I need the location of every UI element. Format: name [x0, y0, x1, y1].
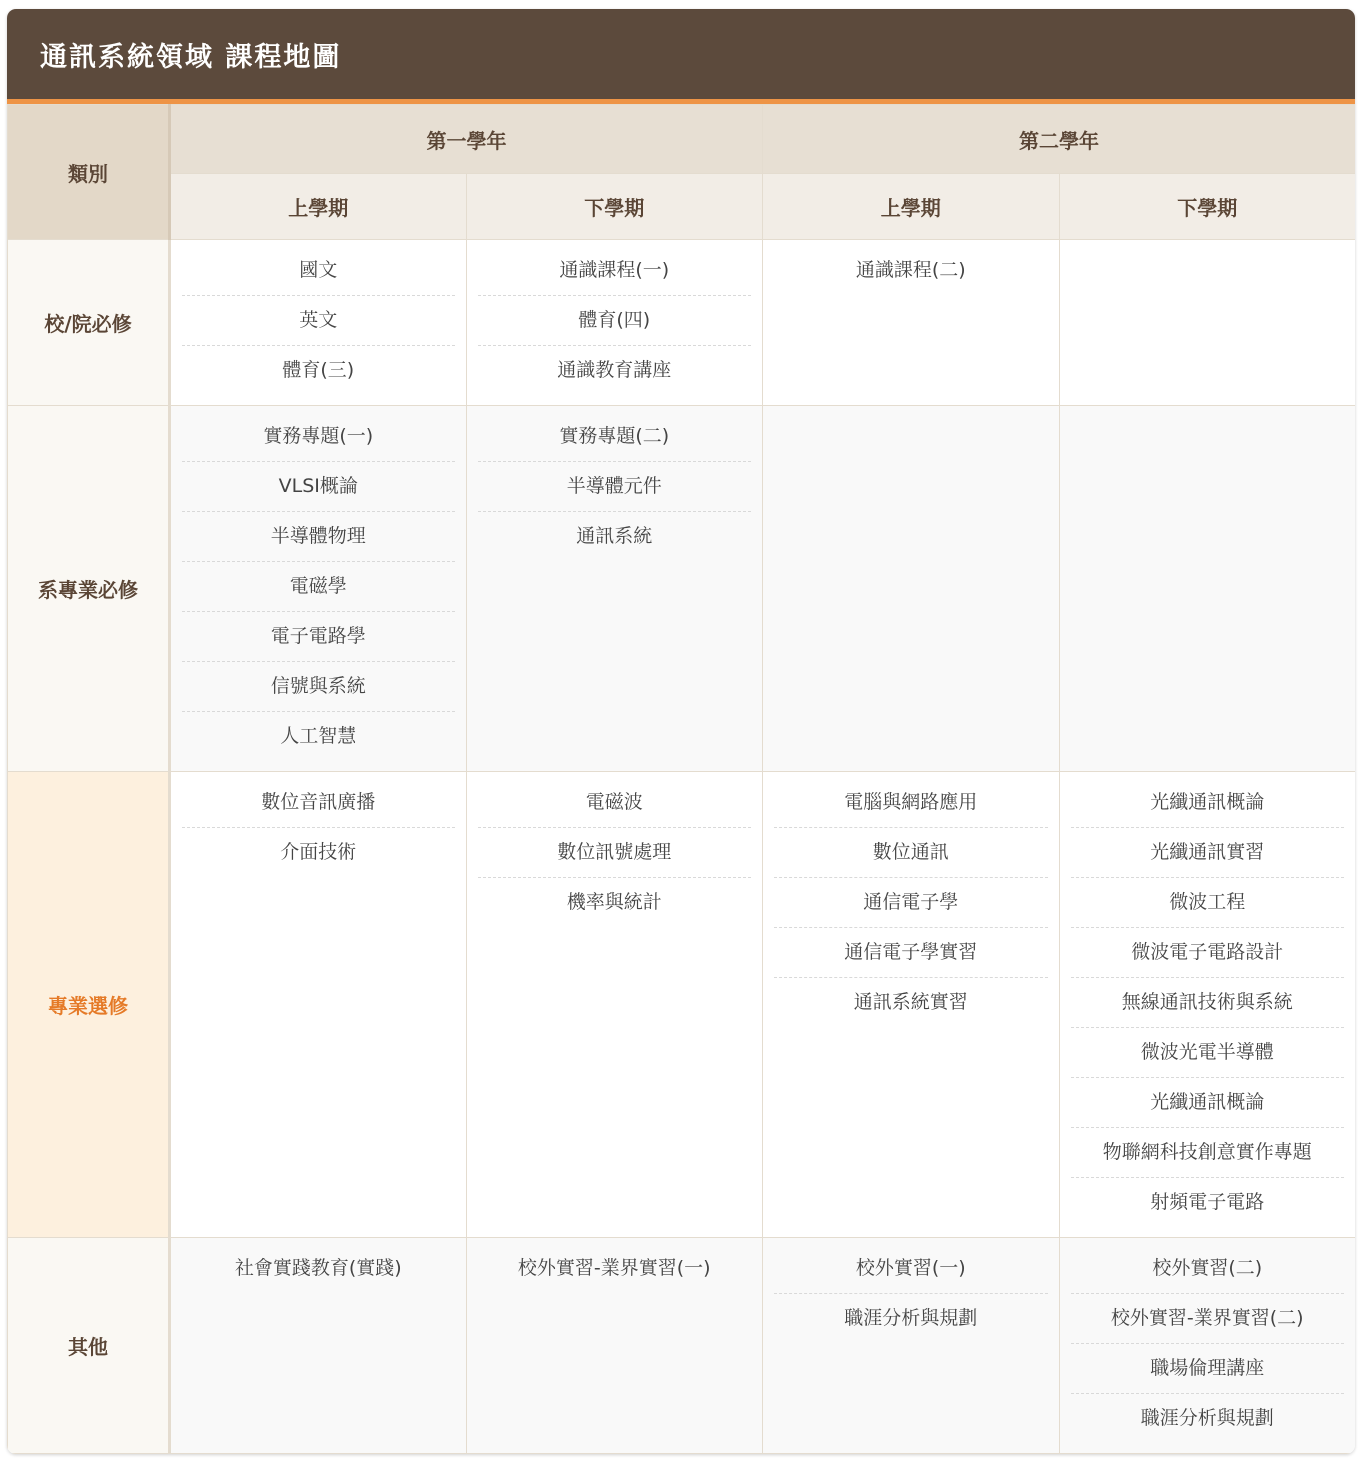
term-cell — [1059, 772, 1355, 1238]
course-item: 光纖通訊實習 — [1071, 828, 1345, 878]
course-item: 微波光電半導體 — [1071, 1028, 1345, 1078]
course-item: 職場倫理講座 — [1071, 1344, 1345, 1394]
course-item: 無線通訊技術與系統 — [1071, 978, 1345, 1028]
course-item: 體育(三) — [282, 359, 355, 381]
course-item: 射頻電子電路 — [1150, 1191, 1265, 1213]
course-item: VLSI概論 — [182, 462, 455, 512]
course-item: 職涯分析與規劃 — [844, 1307, 978, 1329]
course-item: 國文 — [182, 246, 455, 296]
course-item: 數位音訊廣播 — [182, 778, 455, 828]
course-item: 半導體元件 — [478, 462, 752, 512]
curriculum-table — [7, 104, 1355, 1454]
course-item: 通信電子學 — [774, 878, 1048, 928]
course-item: 社會實踐教育(實踐) — [234, 1257, 402, 1279]
course-item: 數位訊號處理 — [478, 828, 752, 878]
term-cell — [466, 1238, 763, 1454]
course-item: 通識教育講座 — [557, 359, 672, 381]
course-item: 通訊系統 — [576, 525, 653, 547]
course-item: 人工智慧 — [280, 725, 357, 747]
course-item: 半導體物理 — [182, 512, 455, 562]
course-item: 電子電路學 — [182, 612, 455, 662]
term-cell — [763, 772, 1060, 1238]
course-item: 電腦與網路應用 — [774, 778, 1048, 828]
term-cell — [763, 406, 1060, 772]
term-cell — [1059, 406, 1355, 772]
page-title: 通訊系統領域 課程地圖 — [40, 41, 342, 73]
course-item: 光纖通訊概論 — [1071, 1078, 1345, 1128]
category-label: 專業選修 — [8, 772, 170, 1238]
term-cell — [170, 240, 467, 406]
term-cell — [170, 406, 467, 772]
course-item: 機率與統計 — [566, 891, 662, 913]
course-item: 電磁波 — [478, 778, 752, 828]
course-item: 電磁學 — [182, 562, 455, 612]
category-row — [8, 406, 1356, 772]
course-item: 通信電子學實習 — [774, 928, 1048, 978]
category-row — [8, 1238, 1356, 1454]
course-item: 微波電子電路設計 — [1071, 928, 1345, 978]
term-cell — [466, 772, 763, 1238]
curriculum-table-body — [8, 240, 1356, 1454]
course-item: 實務專題(二) — [478, 412, 752, 462]
course-item: 校外實習(二) — [1071, 1244, 1345, 1294]
course-item: 職涯分析與規劃 — [1140, 1407, 1274, 1429]
course-item: 實務專題(一) — [182, 412, 455, 462]
course-item: 數位通訊 — [774, 828, 1048, 878]
term-cell — [763, 240, 1060, 406]
course-item: 校外實習-業界實習(一) — [517, 1257, 711, 1279]
course-item: 物聯網科技創意實作專題 — [1071, 1128, 1345, 1178]
curriculum-card — [7, 9, 1355, 1454]
year-header-1: 第一學年 — [170, 105, 763, 174]
course-item: 通識課程(二) — [855, 259, 966, 281]
term-header: 上學期 — [170, 174, 467, 240]
course-item: 通識課程(一) — [478, 246, 752, 296]
course-item: 光纖通訊概論 — [1071, 778, 1345, 828]
course-item: 體育(四) — [478, 296, 752, 346]
term-header: 上學期 — [763, 174, 1060, 240]
term-cell — [170, 772, 467, 1238]
year-header-2: 第二學年 — [763, 105, 1356, 174]
term-cell — [1059, 1238, 1355, 1454]
course-item: 信號與系統 — [182, 662, 455, 712]
course-item: 微波工程 — [1071, 878, 1345, 928]
category-label: 其他 — [8, 1238, 170, 1454]
category-row — [8, 240, 1356, 406]
course-item: 介面技術 — [280, 841, 357, 863]
term-cell — [466, 406, 763, 772]
page-header — [7, 9, 1355, 104]
term-cell — [466, 240, 763, 406]
course-item: 通訊系統實習 — [853, 991, 968, 1013]
term-cell — [763, 1238, 1060, 1454]
category-label: 系專業必修 — [8, 406, 170, 772]
course-item: 校外實習(一) — [774, 1244, 1048, 1294]
course-item: 校外實習-業界實習(二) — [1071, 1294, 1345, 1344]
term-cell — [170, 1238, 467, 1454]
category-label: 校/院必修 — [8, 240, 170, 406]
category-column-header: 類別 — [8, 105, 170, 240]
term-cell — [1059, 240, 1355, 406]
term-header: 下學期 — [1059, 174, 1355, 240]
category-row — [8, 772, 1356, 1238]
term-header: 下學期 — [466, 174, 763, 240]
course-item: 英文 — [182, 296, 455, 346]
